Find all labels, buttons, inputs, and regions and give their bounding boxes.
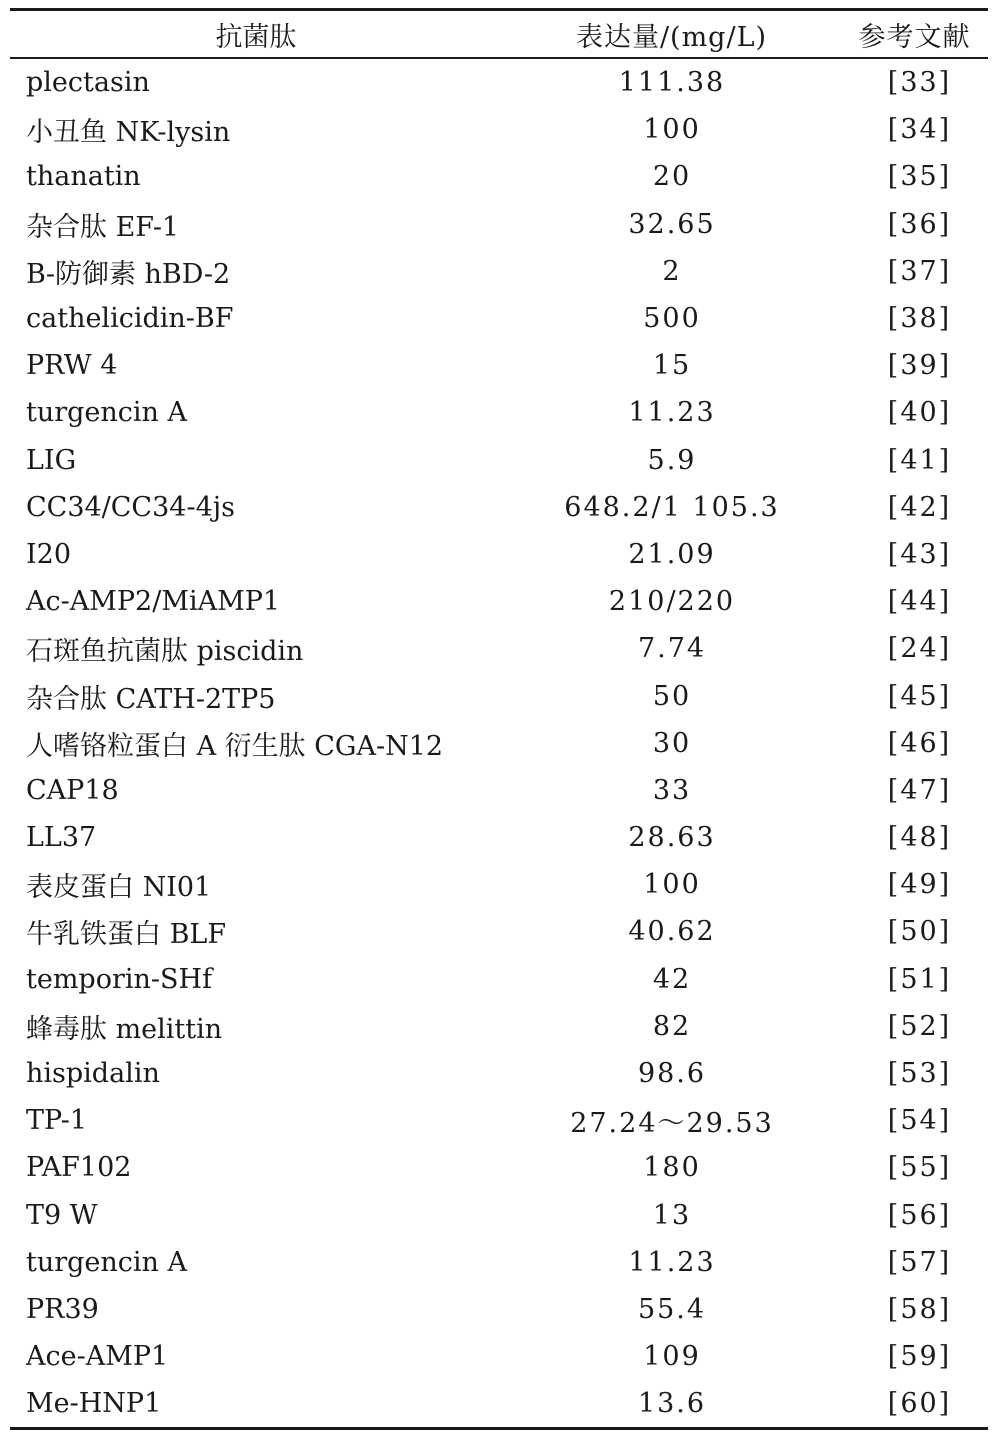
cell-peptide-name: hispidalin [26, 1058, 160, 1090]
table-row [10, 248, 988, 295]
table-row [10, 1192, 988, 1239]
table-row [10, 201, 988, 248]
table-row [10, 814, 988, 861]
cell-expression-level: 500 [643, 303, 701, 335]
table-row [10, 908, 988, 955]
cell-expression-level: 55.4 [637, 1293, 707, 1325]
cell-expression-level: 15 [652, 350, 692, 382]
cell-expression-level: 13 [652, 1199, 692, 1231]
cell-reference: [40] [887, 397, 952, 429]
table-row [10, 956, 988, 1003]
cell-expression-level: 100 [643, 869, 701, 901]
cell-expression-level: 210/220 [608, 586, 736, 618]
cell-reference: [46] [887, 727, 952, 759]
cell-reference: [60] [887, 1388, 952, 1420]
table-row [10, 153, 988, 200]
cell-peptide-name: Ace-AMP1 [26, 1341, 169, 1373]
cell-reference: [43] [887, 538, 952, 570]
cell-peptide-name: PAF102 [26, 1152, 132, 1184]
cell-peptide-name: 牛乳铁蛋白 BLF [26, 919, 227, 951]
cell-expression-level: 648.2/1 105.3 [564, 491, 780, 523]
cell-peptide-name: 表皮蛋白 NI01 [26, 872, 212, 904]
table-row [10, 1286, 988, 1333]
table-body [10, 59, 988, 1427]
cell-reference: [33] [887, 67, 952, 99]
header-expression: 表达量/(mg/L) [575, 21, 768, 53]
table-row [10, 1333, 988, 1380]
table-row [10, 437, 988, 484]
cell-reference: [45] [887, 680, 952, 712]
cell-reference: [55] [887, 1152, 952, 1184]
cell-peptide-name: Ac-AMP2/MiAMP1 [26, 586, 281, 618]
cell-peptide-name: temporin-SHf [26, 963, 213, 995]
table-row [10, 1097, 988, 1144]
cell-reference: [49] [887, 869, 952, 901]
cell-expression-level: 28.63 [628, 822, 716, 854]
cell-peptide-name: TP-1 [26, 1105, 88, 1137]
header-peptide: 抗菌肽 [215, 21, 297, 53]
table-row [10, 767, 988, 814]
table-row [10, 1003, 988, 1050]
table-row [10, 59, 988, 106]
header-reference: 参考文献 [858, 21, 971, 53]
cell-expression-level: 111.38 [618, 67, 726, 99]
cell-reference: [38] [887, 303, 952, 335]
cell-peptide-name: CC34/CC34-4js [26, 491, 235, 523]
cell-expression-level: 42 [652, 963, 692, 995]
table-row [10, 672, 988, 719]
cell-expression-level: 33 [652, 774, 692, 806]
cell-reference: [52] [887, 1010, 952, 1042]
table-row [10, 342, 988, 389]
cell-expression-level: 30 [652, 727, 692, 759]
cell-expression-level: 98.6 [637, 1058, 707, 1090]
cell-expression-level: 2 [662, 255, 682, 287]
cell-reference: [47] [887, 774, 952, 806]
cell-peptide-name: 小丑鱼 NK-lysin [26, 117, 231, 149]
table-bottom-rule [10, 1427, 988, 1430]
cell-reference: [44] [887, 586, 952, 618]
cell-expression-level: 109 [643, 1341, 701, 1373]
cell-reference: [35] [887, 161, 952, 193]
cell-reference: [34] [887, 114, 952, 146]
cell-peptide-name: Β-防御素 hBD-2 [26, 258, 231, 290]
cell-peptide-name: 人嗜铬粒蛋白 A 衍生肽 CGA-N12 [26, 730, 444, 762]
table-row [10, 578, 988, 625]
table-row [10, 1380, 988, 1427]
table-row [10, 295, 988, 342]
table-row [10, 106, 988, 153]
table-row [10, 531, 988, 578]
cell-peptide-name: LIG [26, 444, 77, 476]
cell-reference: [53] [887, 1058, 952, 1090]
cell-reference: [42] [887, 491, 952, 523]
table-row [10, 625, 988, 672]
cell-peptide-name: I20 [26, 538, 72, 570]
cell-expression-level: 180 [643, 1152, 701, 1184]
cell-peptide-name: Me-HNP1 [26, 1388, 162, 1420]
cell-expression-level: 20 [652, 161, 692, 193]
cell-reference: [54] [887, 1105, 952, 1137]
cell-peptide-name: thanatin [26, 161, 141, 193]
cell-expression-level: 11.23 [628, 397, 716, 429]
table-row [10, 720, 988, 767]
table-row [10, 1239, 988, 1286]
peptide-expression-table [10, 8, 988, 1430]
cell-peptide-name: LL37 [26, 822, 97, 854]
cell-peptide-name: plectasin [26, 67, 150, 99]
cell-reference: [48] [887, 822, 952, 854]
cell-reference: [59] [887, 1341, 952, 1373]
table-row [10, 1050, 988, 1097]
cell-peptide-name: 杂合肽 EF-1 [26, 211, 180, 243]
cell-peptide-name: turgencin A [26, 397, 188, 429]
cell-expression-level: 40.62 [628, 916, 716, 948]
cell-expression-level: 7.74 [637, 633, 707, 665]
cell-expression-level: 50 [652, 680, 692, 712]
cell-expression-level: 11.23 [628, 1246, 716, 1278]
cell-peptide-name: PR39 [26, 1293, 99, 1325]
table-row [10, 1144, 988, 1191]
cell-reference: [41] [887, 444, 952, 476]
cell-reference: [39] [887, 350, 952, 382]
cell-peptide-name: 杂合肽 CATH-2TP5 [26, 683, 276, 715]
cell-reference: [51] [887, 963, 952, 995]
cell-reference: [57] [887, 1246, 952, 1278]
cell-peptide-name: CAP18 [26, 774, 119, 806]
cell-peptide-name: turgencin A [26, 1246, 188, 1278]
cell-reference: [58] [887, 1293, 952, 1325]
table-row [10, 389, 988, 436]
cell-peptide-name: T9 W [26, 1199, 98, 1231]
table-row [10, 861, 988, 908]
cell-expression-level: 13.6 [637, 1388, 707, 1420]
cell-expression-level: 27.24～29.53 [570, 1108, 774, 1140]
cell-expression-level: 5.9 [647, 444, 697, 476]
cell-reference: [24] [887, 633, 952, 665]
cell-expression-level: 100 [643, 114, 701, 146]
cell-peptide-name: cathelicidin-BF [26, 303, 234, 335]
cell-expression-level: 82 [652, 1010, 692, 1042]
cell-reference: [50] [887, 916, 952, 948]
cell-reference: [37] [887, 255, 952, 287]
table-row [10, 484, 988, 531]
cell-reference: [56] [887, 1199, 952, 1231]
cell-expression-level: 21.09 [628, 538, 716, 570]
cell-peptide-name: 蜂毒肽 melittin [26, 1013, 223, 1045]
table-header-row [10, 11, 988, 57]
cell-reference: [36] [887, 208, 952, 240]
cell-expression-level: 32.65 [628, 208, 716, 240]
cell-peptide-name: 石斑鱼抗菌肽 piscidin [26, 636, 304, 668]
cell-peptide-name: PRW 4 [26, 350, 118, 382]
